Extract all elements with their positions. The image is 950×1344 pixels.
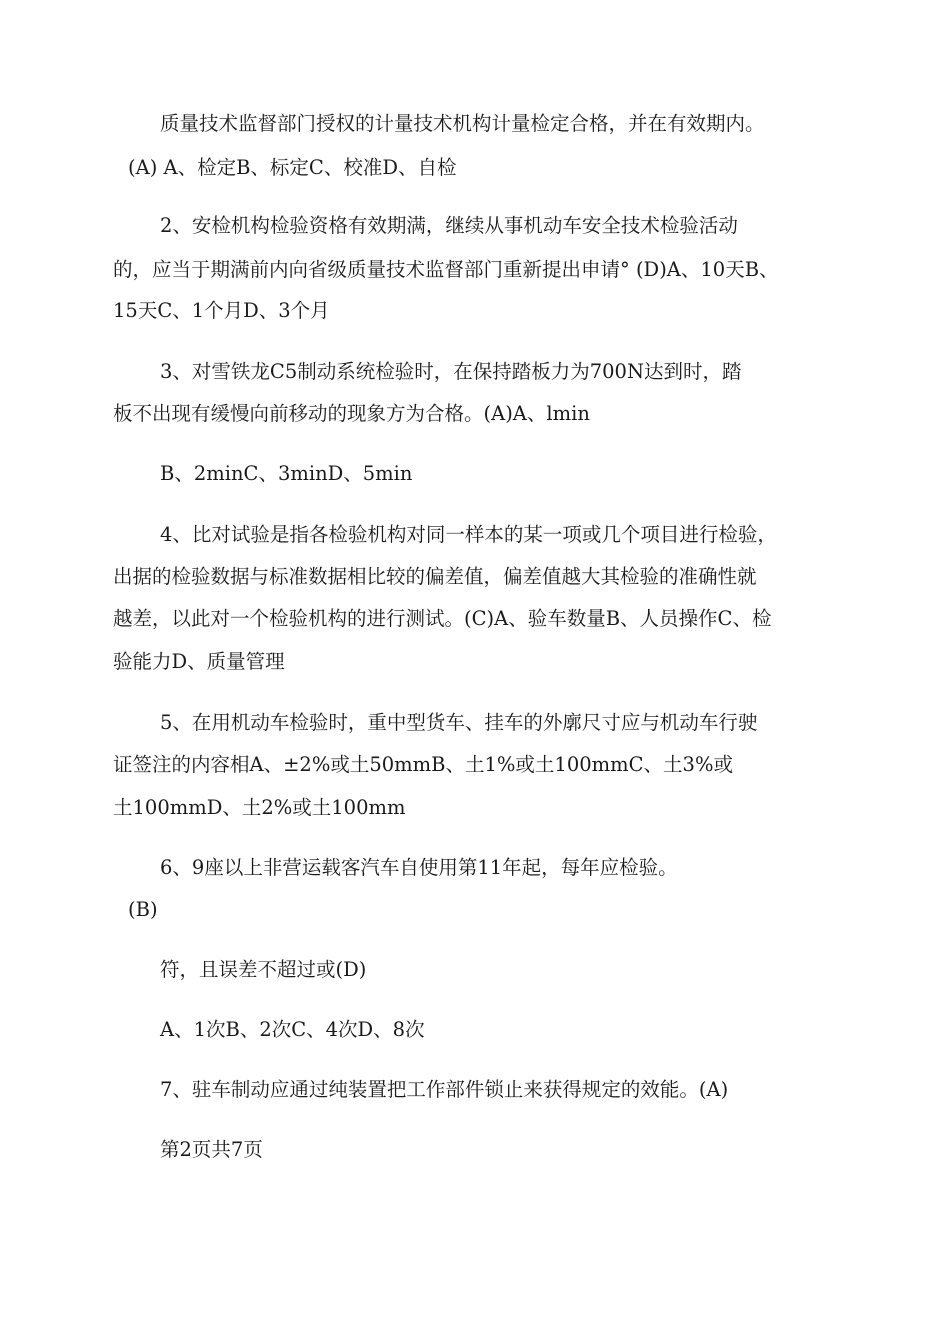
text-line: 质量技术监督部门授权的计量技术机构计量检定合格，并在有效期内。 (160, 112, 765, 135)
text-line: 验能力D、质量管理 (113, 650, 285, 673)
text-line: A、1次B、2次C、4次D、8次 (160, 1018, 425, 1041)
text-line: 证签注的内容相A、±2%或土50mmB、土1%或土100mmC、土3%或 (113, 753, 733, 776)
text-line: 越差，以此对一个检验机构的进行测试。(C)A、验车数量B、人员操作C、检 (113, 607, 772, 630)
question-4-line: 4、比对试验是指各检验机构对同一样本的某一项或几个项目进行检验， (160, 523, 777, 546)
question-7-line: 7、驻车制动应通过纯装置把工作部件锁止来获得规定的效能。(A) (160, 1078, 729, 1101)
text-line: 15天C、1个月D、3个月 (113, 299, 330, 322)
text-line: 符，且误差不超过或(D) (160, 958, 367, 981)
text-line: 的，应当于期满前内向省级质量技术监督部门重新提出申请° (D)A、10天B、 (113, 258, 779, 281)
question-2-line: 2、安检机构检验资格有效期满，继续从事机动车安全技术检验活动 (160, 214, 738, 237)
text-line: 土100mmD、土2%或土100mm (113, 796, 406, 819)
page-number: 第2页共7页 (160, 1138, 263, 1161)
question-3-line: 3、对雪铁龙C5制动系统检验时，在保持踏板力为700N达到时，踏 (160, 360, 742, 383)
question-6-line: 6、9座以上非营运载客汽车自使用第11年起，每年应检验。 (160, 856, 678, 879)
text-line: 板不出现有缓慢向前移动的现象方为合格。(A)A、lmin (113, 402, 590, 425)
text-line: (B) (128, 898, 158, 921)
question-5-line: 5、在用机动车检验时，重中型货车、挂车的外廓尺寸应与机动车行驶 (160, 711, 758, 734)
text-line: B、2minC、3minD、5min (160, 462, 413, 485)
text-line: (A) A、检定B、标定C、校准D、自检 (128, 156, 457, 179)
text-line: 出据的检验数据与标准数据相比较的偏差值，偏差值越大其检验的准确性就 (113, 565, 757, 588)
